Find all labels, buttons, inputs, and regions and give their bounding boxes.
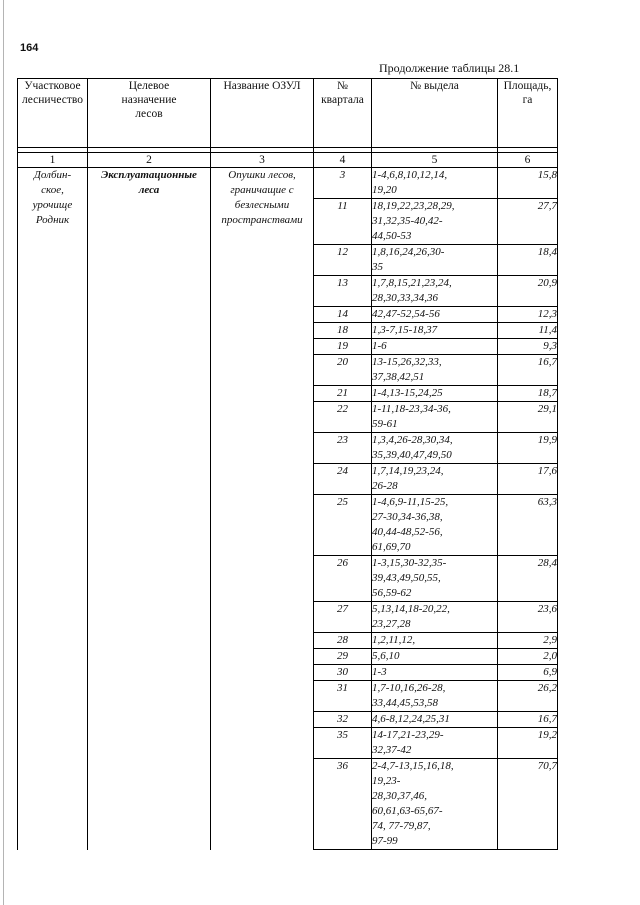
vydel-line: 26-28 — [372, 480, 398, 492]
vydel-line: 23,27,28 — [372, 618, 411, 630]
vydel-line: 4,6-8,12,24,25,31 — [372, 713, 450, 725]
vydel-cell — [372, 633, 498, 649]
vydel-line: 61,69,70 — [372, 541, 411, 553]
vydel-cell — [372, 681, 498, 712]
vydel-line: 74, 77-79,87, — [372, 820, 431, 832]
kvartal-cell: 26 — [314, 556, 372, 602]
header-text-line: № — [337, 80, 348, 92]
table-row — [18, 168, 558, 199]
vydel-line: 56,59-62 — [372, 587, 412, 599]
vydel-line: 35 — [372, 261, 383, 273]
vydel-cell — [372, 355, 498, 386]
area-cell: 2,9 — [498, 633, 558, 649]
area-cell: 16,7 — [498, 712, 558, 728]
area-cell: 16,7 — [498, 355, 558, 386]
vydel-line: 1,7,8,15,21,23,24, — [372, 277, 452, 289]
table-continuation-caption: Продолжение таблицы 28.1 — [379, 61, 520, 75]
area-cell: 63,3 — [498, 495, 558, 556]
vydel-cell — [372, 464, 498, 495]
header-kvartal — [314, 79, 372, 148]
header-district — [18, 79, 88, 148]
header-area — [498, 79, 558, 148]
header-purpose — [88, 79, 211, 148]
kvartal-cell: 19 — [314, 339, 372, 355]
vydel-line: 1-4,13-15,24,25 — [372, 387, 443, 399]
area-cell: 11,4 — [498, 323, 558, 339]
vydel-line: 2-4,7-13,15,16,18, — [372, 760, 454, 772]
vydel-line: 1-11,18-23,34-36, — [372, 403, 451, 415]
vydel-cell — [372, 307, 498, 323]
kvartal-cell: 36 — [314, 759, 372, 850]
kvartal-cell: 20 — [314, 355, 372, 386]
kvartal-cell: 3 — [314, 168, 372, 199]
kvartal-cell: 12 — [314, 245, 372, 276]
header-text-line: Название ОЗУЛ — [223, 80, 301, 92]
vydel-cell — [372, 712, 498, 728]
area-cell: 6,9 — [498, 665, 558, 681]
vydel-line: 14-17,21-23,29- — [372, 729, 444, 741]
vydel-line: 40,44-48,52-56, — [372, 526, 443, 538]
area-cell: 18,4 — [498, 245, 558, 276]
column-number-row — [18, 153, 558, 168]
vydel-cell — [372, 649, 498, 665]
vydel-line: 1,8,16,24,26,30- — [372, 246, 445, 258]
vydel-line: 1-3 — [372, 666, 387, 678]
kvartal-cell: 22 — [314, 402, 372, 433]
vydel-cell — [372, 728, 498, 759]
vydel-line: 1-3,15,30-32,35- — [372, 557, 447, 569]
forest-table — [17, 78, 558, 850]
area-cell: 19,9 — [498, 433, 558, 464]
area-cell: 12,3 — [498, 307, 558, 323]
kvartal-cell: 28 — [314, 633, 372, 649]
area-cell: 29,1 — [498, 402, 558, 433]
vydel-cell — [372, 495, 498, 556]
kvartal-cell: 27 — [314, 602, 372, 633]
kvartal-cell: 13 — [314, 276, 372, 307]
vydel-line: 1,7,14,19,23,24, — [372, 465, 444, 477]
vydel-line: 19,23- — [372, 775, 401, 787]
ozul-name-cell — [211, 168, 314, 850]
vydel-cell — [372, 433, 498, 464]
kvartal-cell: 14 — [314, 307, 372, 323]
ozul-name-cell-line: безлесными — [234, 199, 290, 211]
vydel-line: 5,13,14,18-20,22, — [372, 603, 450, 615]
column-number: 6 — [498, 153, 558, 168]
vydel-cell — [372, 556, 498, 602]
vydel-line: 60,61,63-65,67- — [372, 805, 443, 817]
vydel-line: 42,47-52,54-56 — [372, 308, 440, 320]
header-ozul-name — [211, 79, 314, 148]
kvartal-cell: 35 — [314, 728, 372, 759]
ozul-name-cell-line: граничащие с — [230, 184, 294, 196]
page-number: 164 — [20, 42, 39, 54]
vydel-line: 28,30,33,34,36 — [372, 292, 438, 304]
ozul-name-cell-line: пространствами — [221, 214, 303, 226]
area-cell: 28,4 — [498, 556, 558, 602]
vydel-line: 44,50-53 — [372, 230, 412, 242]
vydel-line: 33,44,45,53,58 — [372, 697, 438, 709]
vydel-line: 1-4,6,9-11,15-25, — [372, 496, 449, 508]
district-cell-line: Долбин- — [33, 169, 72, 181]
kvartal-cell: 23 — [314, 433, 372, 464]
column-number: 4 — [314, 153, 372, 168]
vydel-cell — [372, 759, 498, 850]
area-cell: 18,7 — [498, 386, 558, 402]
header-text-line: га — [522, 94, 533, 106]
area-cell: 70,7 — [498, 759, 558, 850]
vydel-line: 1,3,4,26-28,30,34, — [372, 434, 453, 446]
vydel-cell — [372, 665, 498, 681]
vydel-cell — [372, 168, 498, 199]
vydel-line: 97-99 — [372, 835, 398, 847]
vydel-line: 27-30,34-36,38, — [372, 511, 443, 523]
vydel-cell — [372, 199, 498, 245]
vydel-cell — [372, 339, 498, 355]
kvartal-cell: 24 — [314, 464, 372, 495]
page-edge-line — [3, 0, 4, 905]
table-body — [18, 168, 558, 850]
vydel-cell — [372, 245, 498, 276]
vydel-line: 28,30,37,46, — [372, 790, 427, 802]
header-text-line: Участковое — [24, 80, 81, 92]
vydel-cell — [372, 402, 498, 433]
vydel-line: 19,20 — [372, 184, 397, 196]
header-text-line: назначение — [121, 94, 177, 106]
vydel-line: 39,43,49,50,55, — [372, 572, 441, 584]
column-number: 3 — [211, 153, 314, 168]
vydel-line: 35,39,40,47,49,50 — [372, 449, 452, 461]
vydel-line: 5,6,10 — [372, 650, 400, 662]
header-row — [18, 79, 558, 148]
header-text-line: Площадь, — [503, 80, 552, 92]
kvartal-cell: 18 — [314, 323, 372, 339]
kvartal-cell: 32 — [314, 712, 372, 728]
vydel-cell — [372, 276, 498, 307]
header-text-line: лесничество — [22, 94, 83, 106]
vydel-line: 31,32,35-40,42- — [372, 215, 443, 227]
kvartal-cell: 29 — [314, 649, 372, 665]
area-cell: 26,2 — [498, 681, 558, 712]
header-vydel — [372, 79, 498, 148]
kvartal-cell: 25 — [314, 495, 372, 556]
kvartal-cell: 30 — [314, 665, 372, 681]
ozul-name-cell-line: Опушки лесов, — [228, 169, 296, 181]
district-cell — [18, 168, 88, 850]
purpose-cell-line: Эксплуатационные — [101, 169, 197, 181]
area-cell: 27,7 — [498, 199, 558, 245]
vydel-line: 18,19,22,23,28,29, — [372, 200, 455, 212]
kvartal-cell: 11 — [314, 199, 372, 245]
area-cell: 2,0 — [498, 649, 558, 665]
vydel-cell — [372, 323, 498, 339]
vydel-line: 13-15,26,32,33, — [372, 356, 442, 368]
district-cell-line: урочище — [32, 199, 73, 211]
area-cell: 20,9 — [498, 276, 558, 307]
area-cell: 17,6 — [498, 464, 558, 495]
kvartal-cell: 31 — [314, 681, 372, 712]
column-number: 2 — [88, 153, 211, 168]
area-cell: 15,8 — [498, 168, 558, 199]
vydel-line: 1,2,11,12, — [372, 634, 416, 646]
vydel-line: 1-4,6,8,10,12,14, — [372, 169, 448, 181]
area-cell: 9,3 — [498, 339, 558, 355]
purpose-cell — [88, 168, 211, 850]
header-text-line: квартала — [321, 94, 364, 106]
area-cell: 19,2 — [498, 728, 558, 759]
vydel-line: 1-6 — [372, 340, 387, 352]
vydel-cell — [372, 386, 498, 402]
area-cell: 23,6 — [498, 602, 558, 633]
district-cell-line: ское, — [41, 184, 64, 196]
district-cell-line: Родник — [35, 214, 70, 226]
purpose-cell-line: леса — [138, 184, 160, 196]
vydel-line: 1,3-7,15-18,37 — [372, 324, 438, 336]
vydel-cell — [372, 602, 498, 633]
vydel-line: 32,37-42 — [372, 744, 412, 756]
header-text-line: № выдела — [410, 80, 459, 92]
header-text-line: лесов — [135, 108, 163, 120]
kvartal-cell: 21 — [314, 386, 372, 402]
vydel-line: 1,7-10,16,26-28, — [372, 682, 446, 694]
column-number: 5 — [372, 153, 498, 168]
column-number: 1 — [18, 153, 88, 168]
vydel-line: 37,38,42,51 — [372, 371, 425, 383]
vydel-line: 59-61 — [372, 418, 398, 430]
header-text-line: Целевое — [128, 80, 170, 92]
